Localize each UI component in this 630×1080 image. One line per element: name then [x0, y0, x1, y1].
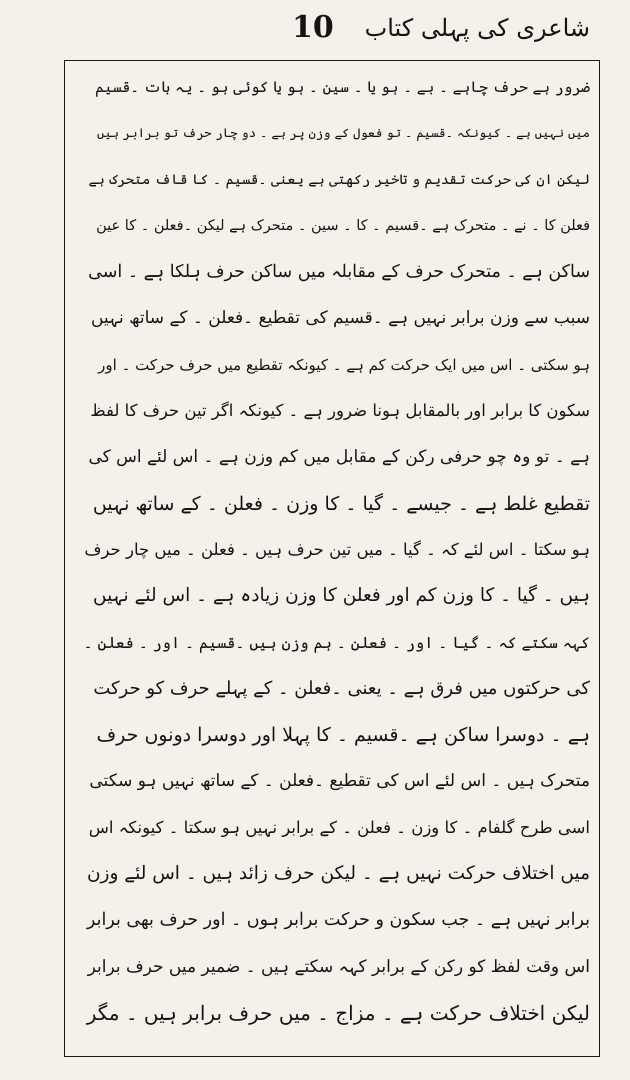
- text-line: ہے ۔ تو وہ چو حرفی رکن کے مقابل میں کم وزن ہے ۔ اس لئے اس کی: [88, 447, 590, 468]
- page-number: 10: [292, 10, 334, 45]
- text-line: ہو سکتی ۔ اس میں ایک حرکت کم ہے ۔ کیونکہ تقطیع میں حرف حرکت ۔ اور: [98, 355, 590, 374]
- text-line: میں نہیں ہے ۔ کیونکہ ۔قسیم ۔ تو فعول کے وزن پر ہے ۔ دو چار حرف تو برابر ہیں: [97, 125, 590, 141]
- text-line: ہیں ۔ گیا ۔ کا وزن کم اور فعلن کا وزن زیادہ ہے ۔ اس لئے نہیں: [93, 585, 590, 607]
- text-line: سکون کا برابر اور بالمقابل ہونا ضرور ہے ۔ کیونکہ اگر تین حرف کا لفظ: [90, 401, 590, 421]
- text-line: فعلن کا ۔ نے ۔ متحرک ہے ۔قسیم ۔ کا ۔ سین ۔ متحرک ہے لیکن ۔فعلن ۔ کا عین: [96, 217, 590, 234]
- text-line: لیکن اختلاف حرکت ہے ۔ مزاج ۔ میں حرف برابر ہیں ۔ مگر: [86, 1000, 590, 1025]
- body-text: [84, 64, 590, 1036]
- text-line: ضرور ہے حرف چاہے ۔ بے ۔ ہو یا ۔ سین ۔ ہو یا کوئی ہو ۔ یہ بات ۔قسیم: [95, 78, 590, 96]
- text-line: میں اختلاف حرکت نہیں ہے ۔ لیکن حرف زائد ہیں ۔ اس لئے وزن: [86, 863, 590, 885]
- text-line: ہو سکتا ۔ اس لئے کہ ۔ گیا ۔ میں تین حرف ہیں ۔ فعلن ۔ میں چار حرف: [84, 539, 590, 559]
- text-line: ہے ۔ دوسرا ساکن ہے ۔قسیم ۔ کا پہلا اور دوسرا دونوں حرف: [96, 724, 590, 747]
- text-line: ساکن ہے ۔ متحرک حرف کے مقابلہ میں ساکن حرف ہلکا ہے ۔ اسی: [88, 262, 590, 283]
- text-line: اسی طرح گلفام ۔ کا وزن ۔ فعلن ۔ کے برابر نہیں ہو سکتا ۔ کیونکہ اس: [88, 817, 590, 837]
- text-line: سبب سے وزن برابر نہیں ہے ۔قسیم کی تقطیع ۔فعلن ۔ کے ساتھ نہیں: [90, 308, 590, 329]
- text-line: کہہ سکتے کہ ۔ گیا ۔ اور ۔ فعلن ۔ ہم وزن ہیں ۔قسیم ۔ اور ۔ فعلن ۔: [84, 633, 590, 652]
- text-line: اس وقت لفظ کو رکن کے برابر کہہ سکتے ہیں ۔ ضمیر میں حرف برابر: [87, 956, 590, 977]
- text-line: متحرک ہیں ۔ اس لئے اس کی تقطیع ۔فعلن ۔ کے ساتھ نہیں ہو سکتی: [89, 771, 590, 792]
- page-header: [60, 10, 590, 50]
- text-line: لیکن ان کی حرکت تقدیم و تاخیر رکھتی ہے یعنی ۔قسیم ۔ کا قاف متحرک ہے: [88, 171, 590, 188]
- text-line: برابر نہیں ہے ۔ جب سکون و حرکت برابر ہوں ۔ اور حرف بھی برابر: [86, 910, 590, 931]
- running-title: شاعری کی پہلی کتاب: [364, 14, 590, 42]
- text-line: تقطیع غلط ہے ۔ جیسے ۔ گیا ۔ کا وزن ۔ فعلن ۔ کے ساتھ نہیں: [92, 492, 590, 515]
- text-line: کی حرکتوں میں فرق ہے ۔ یعنی ۔فعلن ۔ کے پہلے حرف کو حرکت: [93, 677, 590, 699]
